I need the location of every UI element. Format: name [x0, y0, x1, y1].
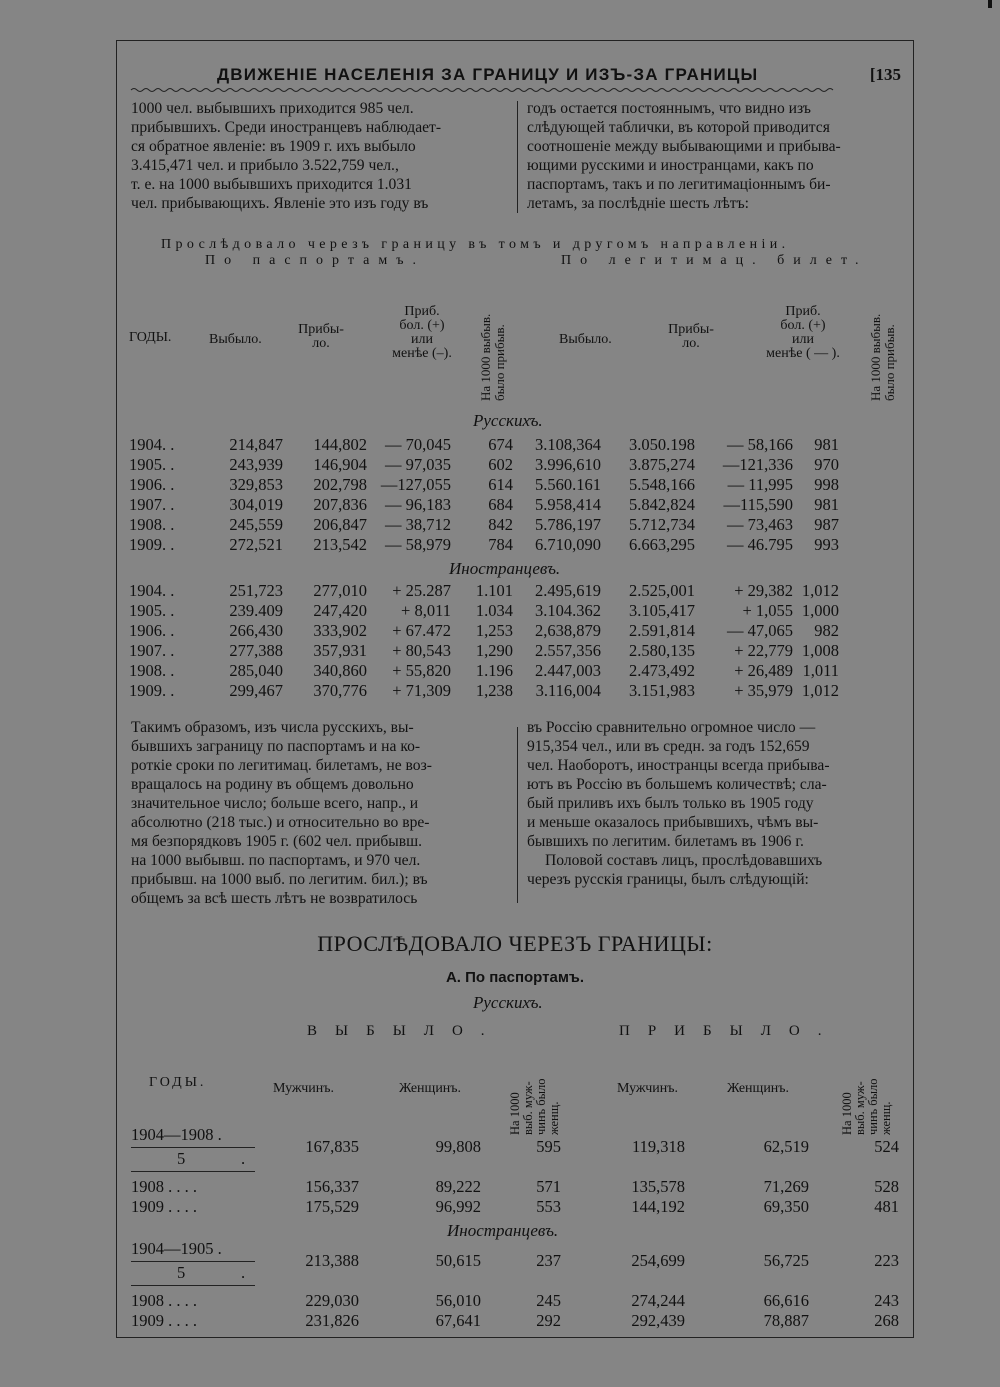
- table-cell: 206,847: [313, 515, 367, 534]
- text-line: ся обратное явленіе: въ 1909 г. ихъ выбыло: [131, 138, 416, 155]
- column-divider: [517, 101, 518, 213]
- table-cell: 674: [488, 435, 513, 454]
- table-row: [129, 515, 839, 535]
- text-line: соотношеніе между выбывающими и прибыва-: [527, 138, 841, 155]
- table-row: [129, 661, 839, 681]
- table-row: [129, 681, 839, 701]
- table-cell: + 26,489: [734, 661, 793, 680]
- table-cell: 89,222: [435, 1177, 481, 1196]
- year-denominator: 5: [177, 1263, 186, 1282]
- table-cell: 50,615: [435, 1251, 481, 1270]
- text-line: 915,354 чел., или въ средн. за годъ 152,659: [527, 738, 810, 755]
- table-cell: 357,931: [313, 641, 367, 660]
- table-cell: 292,439: [631, 1311, 685, 1330]
- table-cell: 684: [488, 495, 513, 514]
- table-row: [129, 535, 839, 555]
- table-cell: 202,798: [313, 475, 367, 494]
- text-line: Такимъ образомъ, изъ числа русскихъ, вы-: [131, 719, 414, 736]
- table-cell: — 46.795: [727, 535, 793, 554]
- table-cell: 3.151,983: [629, 681, 695, 700]
- table-cell: + 35,979: [734, 681, 793, 700]
- table-cell: 784: [488, 535, 513, 554]
- document-page: [116, 40, 914, 1338]
- table1-col-in: Прибы-лo.: [298, 322, 344, 351]
- table-cell: 251,723: [229, 581, 283, 600]
- table-cell: 987: [814, 515, 839, 534]
- table-cell: 277,388: [229, 641, 283, 660]
- text-line: роткіе сроки по легитимац. билетамъ, не воз-: [131, 757, 432, 774]
- table1-foreign-rows: [129, 581, 839, 701]
- text-line: летамъ, за послѣдніе шесть лѣтъ:: [527, 195, 749, 212]
- table-cell: 1,000: [801, 601, 839, 620]
- year-label: 1904—1908 .: [131, 1125, 222, 1144]
- year-label: 1908 . . . .: [131, 1291, 197, 1310]
- running-title: ДВИЖЕНІЕ НАСЕЛЕНІЯ ЗА ГРАНИЦУ И ИЗЪ-ЗА ГРАНИЦЫ: [217, 65, 759, 84]
- table-cell: 272,521: [229, 535, 283, 554]
- table-cell: 66,616: [763, 1291, 809, 1310]
- table-cell: 6.710,090: [535, 535, 601, 554]
- table-cell: 1,011: [802, 661, 839, 680]
- table-cell: 5.712,734: [629, 515, 695, 534]
- text-line: мя безпорядковъ 1905 г. (602 чел. прибывш.: [131, 833, 423, 850]
- table-cell: 333,902: [313, 621, 367, 640]
- intro-right-column: [527, 99, 841, 213]
- table-cell: 970: [814, 455, 839, 474]
- table2-group-out: ВЫБЫЛО.: [307, 1023, 503, 1039]
- table-cell: + 29,382: [734, 581, 793, 600]
- table-cell: 144,802: [313, 435, 367, 454]
- table-cell: — 47,065: [727, 621, 793, 640]
- table-row: [129, 435, 839, 455]
- table-cell: 229,030: [305, 1291, 359, 1310]
- table1-col-in-legit: Прибы-ло.: [668, 322, 714, 351]
- fraction-bar: [131, 1147, 255, 1148]
- table2-col-men-in: Мужчинъ.: [617, 1081, 679, 1096]
- table-cell: 1,012: [801, 681, 839, 700]
- table-cell: 299,467: [229, 681, 283, 700]
- table-cell: 3.108,364: [535, 435, 601, 454]
- table-cell: 119,318: [631, 1137, 685, 1156]
- table-cell: 1906. .: [129, 475, 175, 494]
- table-cell: 245: [536, 1291, 561, 1310]
- table2-col-years: ГОДЫ.: [149, 1075, 207, 1090]
- table-cell: 231,826: [305, 1311, 359, 1330]
- table-cell: 524: [874, 1137, 899, 1156]
- table-cell: — 96,183: [385, 495, 451, 514]
- table2-col-women: Женщинъ.: [399, 1081, 462, 1096]
- text-line: ющими русскими и иностранцами, какъ по: [527, 157, 814, 174]
- table-cell: 71,269: [763, 1177, 809, 1196]
- table-cell: 3.104.362: [535, 601, 601, 620]
- table-cell: 3.116,004: [535, 681, 601, 700]
- table2-col-women-in: Женщинъ.: [727, 1081, 790, 1096]
- table-cell: 156,337: [305, 1177, 359, 1196]
- table-row: [129, 601, 839, 621]
- table-cell: 78,887: [763, 1311, 809, 1330]
- table-cell: —115,590: [723, 495, 793, 514]
- text-line: чел. прибывающихъ. Явленіе это изъ году въ: [131, 195, 429, 212]
- table1-col-ratio-legit: На 1000 выбыв. было прибыв.: [868, 313, 897, 401]
- table-row: [129, 455, 839, 475]
- table2-col-men: Мужчинъ.: [273, 1081, 335, 1096]
- table1-group-legit: По легитимац. билет.: [561, 253, 868, 268]
- table-cell: —127,055: [380, 475, 451, 494]
- table-cell: 144,192: [631, 1197, 685, 1216]
- text-line: паспортамъ, такъ и по легитимаціоннымъ би-: [527, 176, 831, 193]
- table-cell: + 55,820: [392, 661, 451, 680]
- table-cell: 1909. .: [129, 681, 175, 700]
- table1-section-russian: Русскихъ.: [473, 411, 543, 430]
- table-cell: 614: [488, 475, 513, 494]
- text-line: бывшихъ заграницу по паспортамъ и на ко-: [131, 738, 421, 755]
- table-cell: + 22,779: [734, 641, 793, 660]
- year-label: 1909 . . . .: [131, 1197, 197, 1216]
- table-cell: 1906. .: [129, 621, 175, 640]
- year-denominator-dot: .: [241, 1149, 246, 1168]
- text-line: бый приливъ ихъ былъ только въ 1905 году: [527, 795, 814, 812]
- table-cell: 340,860: [313, 661, 367, 680]
- table-cell: 2.591,814: [629, 621, 695, 640]
- year-denominator-dot: .: [241, 1263, 246, 1282]
- text-line: т. е. на 1000 выбывшихъ приходится 1.031: [131, 176, 412, 193]
- year-denominator: 5: [177, 1149, 186, 1168]
- table-cell: 981: [814, 435, 839, 454]
- table-cell: 842: [488, 515, 513, 534]
- table2-section-russian: Русскихъ.: [473, 993, 543, 1012]
- table-cell: 993: [814, 535, 839, 554]
- table1-col-diff: Приб. бол. (+) или менѣе (–).: [392, 304, 452, 361]
- year-label: 1908 . . . .: [131, 1177, 197, 1196]
- table-cell: 1909. .: [129, 535, 175, 554]
- table-cell: 2.557,356: [535, 641, 601, 660]
- table1-group-passports: По паспортамъ.: [205, 253, 425, 268]
- table-cell: 304,019: [229, 495, 283, 514]
- table-row: [129, 641, 839, 661]
- table-cell: 329,853: [229, 475, 283, 494]
- text-line: годъ остается постояннымъ, что видно изъ: [527, 100, 811, 117]
- table-cell: — 58,979: [385, 535, 451, 554]
- table-cell: 285,040: [229, 661, 283, 680]
- table-cell: 5.842,824: [629, 495, 695, 514]
- table-cell: — 70,045: [385, 435, 451, 454]
- table-cell: 237: [536, 1251, 561, 1270]
- table-cell: 254,699: [631, 1251, 685, 1270]
- table-cell: 481: [874, 1197, 899, 1216]
- table-cell: 243,939: [229, 455, 283, 474]
- table1-col-ratio: На 1000 выбыв. было прибыв.: [478, 313, 507, 401]
- table-cell: 3.105,417: [629, 601, 695, 620]
- table-cell: — 97,035: [385, 455, 451, 474]
- table-cell: 1904. .: [129, 435, 175, 454]
- table-cell: — 38,712: [385, 515, 451, 534]
- table-cell: 239.409: [229, 601, 283, 620]
- table-cell: 5.786,197: [535, 515, 601, 534]
- table-cell: —121,336: [722, 455, 793, 474]
- column-divider: [517, 727, 518, 903]
- table-cell: 135,578: [631, 1177, 685, 1196]
- text-line: на 1000 выбывш. по паспортамъ, и 970 чел.: [131, 852, 421, 869]
- table-cell: 5.560.161: [535, 475, 601, 494]
- text-line: значительное число; больше всего, напр., и: [131, 795, 419, 812]
- text-line: общемъ за всѣ шесть лѣтъ не возвратилось: [131, 890, 418, 907]
- table-cell: 96,992: [435, 1197, 481, 1216]
- table-cell: 3.996,610: [535, 455, 601, 474]
- table2-col-ratio: На 1000 выб. муж- чинъ было женщ.: [508, 1078, 561, 1135]
- table-cell: 175,529: [305, 1197, 359, 1216]
- text-line: бывшихъ по легитим. билетамъ въ 1906 г.: [527, 833, 804, 850]
- table-cell: 5.548,166: [629, 475, 695, 494]
- table-cell: 1,253: [475, 621, 513, 640]
- page-edge-mark: [988, 0, 992, 8]
- table-cell: + 80,543: [392, 641, 451, 660]
- table-cell: 1,238: [475, 681, 513, 700]
- table-cell: 69,350: [763, 1197, 809, 1216]
- text-line: и меньше оказалось прибывшихъ, чѣмъ вы-: [527, 814, 819, 831]
- table-cell: 214,847: [229, 435, 283, 454]
- table-cell: 1,008: [801, 641, 839, 660]
- table-row: [129, 581, 839, 601]
- table1-col-years: ГОДЫ.: [129, 330, 172, 345]
- table-cell: 1907. .: [129, 641, 175, 660]
- table-cell: 1.034: [475, 601, 513, 620]
- table-row: [129, 621, 839, 641]
- table-cell: — 11,995: [727, 475, 793, 494]
- fraction-bar: [131, 1261, 255, 1262]
- table-cell: 370,776: [313, 681, 367, 700]
- table-cell: 602: [488, 455, 513, 474]
- table-cell: 1,012: [801, 581, 839, 600]
- table-cell: 2.580,135: [629, 641, 695, 660]
- intro-left-column: [131, 99, 441, 213]
- table-cell: 981: [814, 495, 839, 514]
- year-label: 1909 . . . .: [131, 1311, 197, 1330]
- table-cell: — 73,463: [727, 515, 793, 534]
- table-cell: 3.050.198: [629, 435, 695, 454]
- table2-title: ПРОСЛѢДОВАЛО ЧЕРЕЗЪ ГРАНИЦЫ:: [317, 931, 713, 956]
- table-cell: 1908. .: [129, 661, 175, 680]
- text-line: 3.415,471 чел. и прибыло 3.522,759 чел.,: [131, 157, 399, 174]
- table-cell: + 25.287: [392, 581, 451, 600]
- table-cell: 1.101: [475, 581, 513, 600]
- table1-col-diff-legit: Приб. бол. (+) или менѣе ( — ).: [766, 304, 840, 361]
- table1-section-foreign: Иностранцевъ.: [449, 559, 561, 578]
- table-cell: 245,559: [229, 515, 283, 534]
- running-header: [117, 65, 913, 89]
- table-cell: 207,836: [313, 495, 367, 514]
- table-cell: 1905. .: [129, 455, 175, 474]
- text-line: вращалось на родину въ общемъ довольно: [131, 776, 414, 793]
- text-line: Половой составъ лицъ, прослѣдовавшихъ: [545, 852, 823, 869]
- table-cell: 982: [814, 621, 839, 640]
- table-cell: 1.196: [475, 661, 513, 680]
- table1-col-out: Выбыло.: [209, 332, 262, 347]
- mid-right-column: [527, 718, 830, 889]
- table-cell: 213,542: [313, 535, 367, 554]
- table-cell: + 8,011: [401, 601, 451, 620]
- text-line: ютъ въ Россію въ большемъ количествѣ; сла-: [527, 776, 827, 793]
- text-line: черезъ русскія границы, былъ слѣдующій:: [527, 871, 809, 888]
- table-cell: 1907. .: [129, 495, 175, 514]
- table-cell: 292: [536, 1311, 561, 1330]
- table-cell: 1904. .: [129, 581, 175, 600]
- table-cell: 1905. .: [129, 601, 175, 620]
- table-cell: 146,904: [313, 455, 367, 474]
- table-cell: 62,519: [763, 1137, 809, 1156]
- table-cell: 266,430: [229, 621, 283, 640]
- table-cell: 277,010: [313, 581, 367, 600]
- text-line: прибывш. на 1000 выб. по легитим. бил.); въ: [131, 871, 428, 888]
- table-cell: 247,420: [313, 601, 367, 620]
- table-cell: 998: [814, 475, 839, 494]
- table-cell: 5.958,414: [535, 495, 601, 514]
- table-cell: 213,388: [305, 1251, 359, 1270]
- table-cell: 2,638,879: [535, 621, 601, 640]
- table-cell: 2.495,619: [535, 581, 601, 600]
- table2-group-in: ПРИБЫЛО.: [619, 1023, 840, 1039]
- table-cell: 274,244: [631, 1291, 685, 1310]
- table1-caption: Прослѣдовало черезъ границу въ томъ и другомъ направленіи.: [161, 237, 790, 252]
- text-line: слѣдующей таблички, въ которой приводится: [527, 119, 830, 136]
- table1-russian-rows: [129, 435, 839, 555]
- table-cell: 56,010: [435, 1291, 481, 1310]
- table-cell: 528: [874, 1177, 899, 1196]
- text-line: абсолютно (218 тыс.) и относительно во вре-: [131, 814, 430, 831]
- row-underline: [131, 1285, 255, 1286]
- table-cell: 2.447,003: [535, 661, 601, 680]
- table-cell: 1,290: [475, 641, 513, 660]
- table-cell: 67,641: [435, 1311, 481, 1330]
- text-line: чел. Наоборотъ, иностранцы всегда прибыва-: [527, 757, 830, 774]
- text-line: 1000 чел. выбывшихъ приходится 985 чел.: [131, 100, 414, 117]
- text-line: прибывшихъ. Среди иностранцевъ наблюдает-: [131, 119, 442, 136]
- table2-col-ratio-in: На 1000 выб. муж- чинъ было женщ.: [840, 1078, 893, 1135]
- table-cell: 167,835: [305, 1137, 359, 1156]
- table-cell: 595: [536, 1137, 561, 1156]
- table-cell: 2.525,001: [629, 581, 695, 600]
- table-cell: — 58,166: [727, 435, 793, 454]
- text-line: въ Россію сравнительно огромное число —: [527, 719, 816, 736]
- table1-col-out-legit: Выбыло.: [559, 332, 612, 347]
- mid-left-column: [131, 718, 432, 908]
- table-cell: 6.663,295: [629, 535, 695, 554]
- table-cell: 99,808: [435, 1137, 481, 1156]
- table-cell: 223: [874, 1251, 899, 1270]
- header-wavy-rule: [117, 87, 913, 93]
- table-cell: + 1,055: [742, 601, 793, 620]
- year-label: 1904—1905 .: [131, 1239, 222, 1258]
- table-row: [129, 475, 839, 495]
- table-cell: + 67.472: [392, 621, 451, 640]
- table-cell: 56,725: [763, 1251, 809, 1270]
- table-cell: 243: [874, 1291, 899, 1310]
- table-cell: + 71,309: [392, 681, 451, 700]
- table-cell: 2.473,492: [629, 661, 695, 680]
- table-cell: 571: [536, 1177, 561, 1196]
- page-number: [135: [869, 65, 901, 84]
- table-cell: 268: [874, 1311, 899, 1330]
- table2-subtitle: А. По паспортамъ.: [445, 969, 585, 986]
- table2-section-foreign: Иностранцевъ.: [447, 1221, 559, 1240]
- table-row: [129, 495, 839, 515]
- table-cell: 1908. .: [129, 515, 175, 534]
- row-underline: [131, 1171, 255, 1172]
- table-cell: 3.875,274: [629, 455, 695, 474]
- table-cell: 553: [536, 1197, 561, 1216]
